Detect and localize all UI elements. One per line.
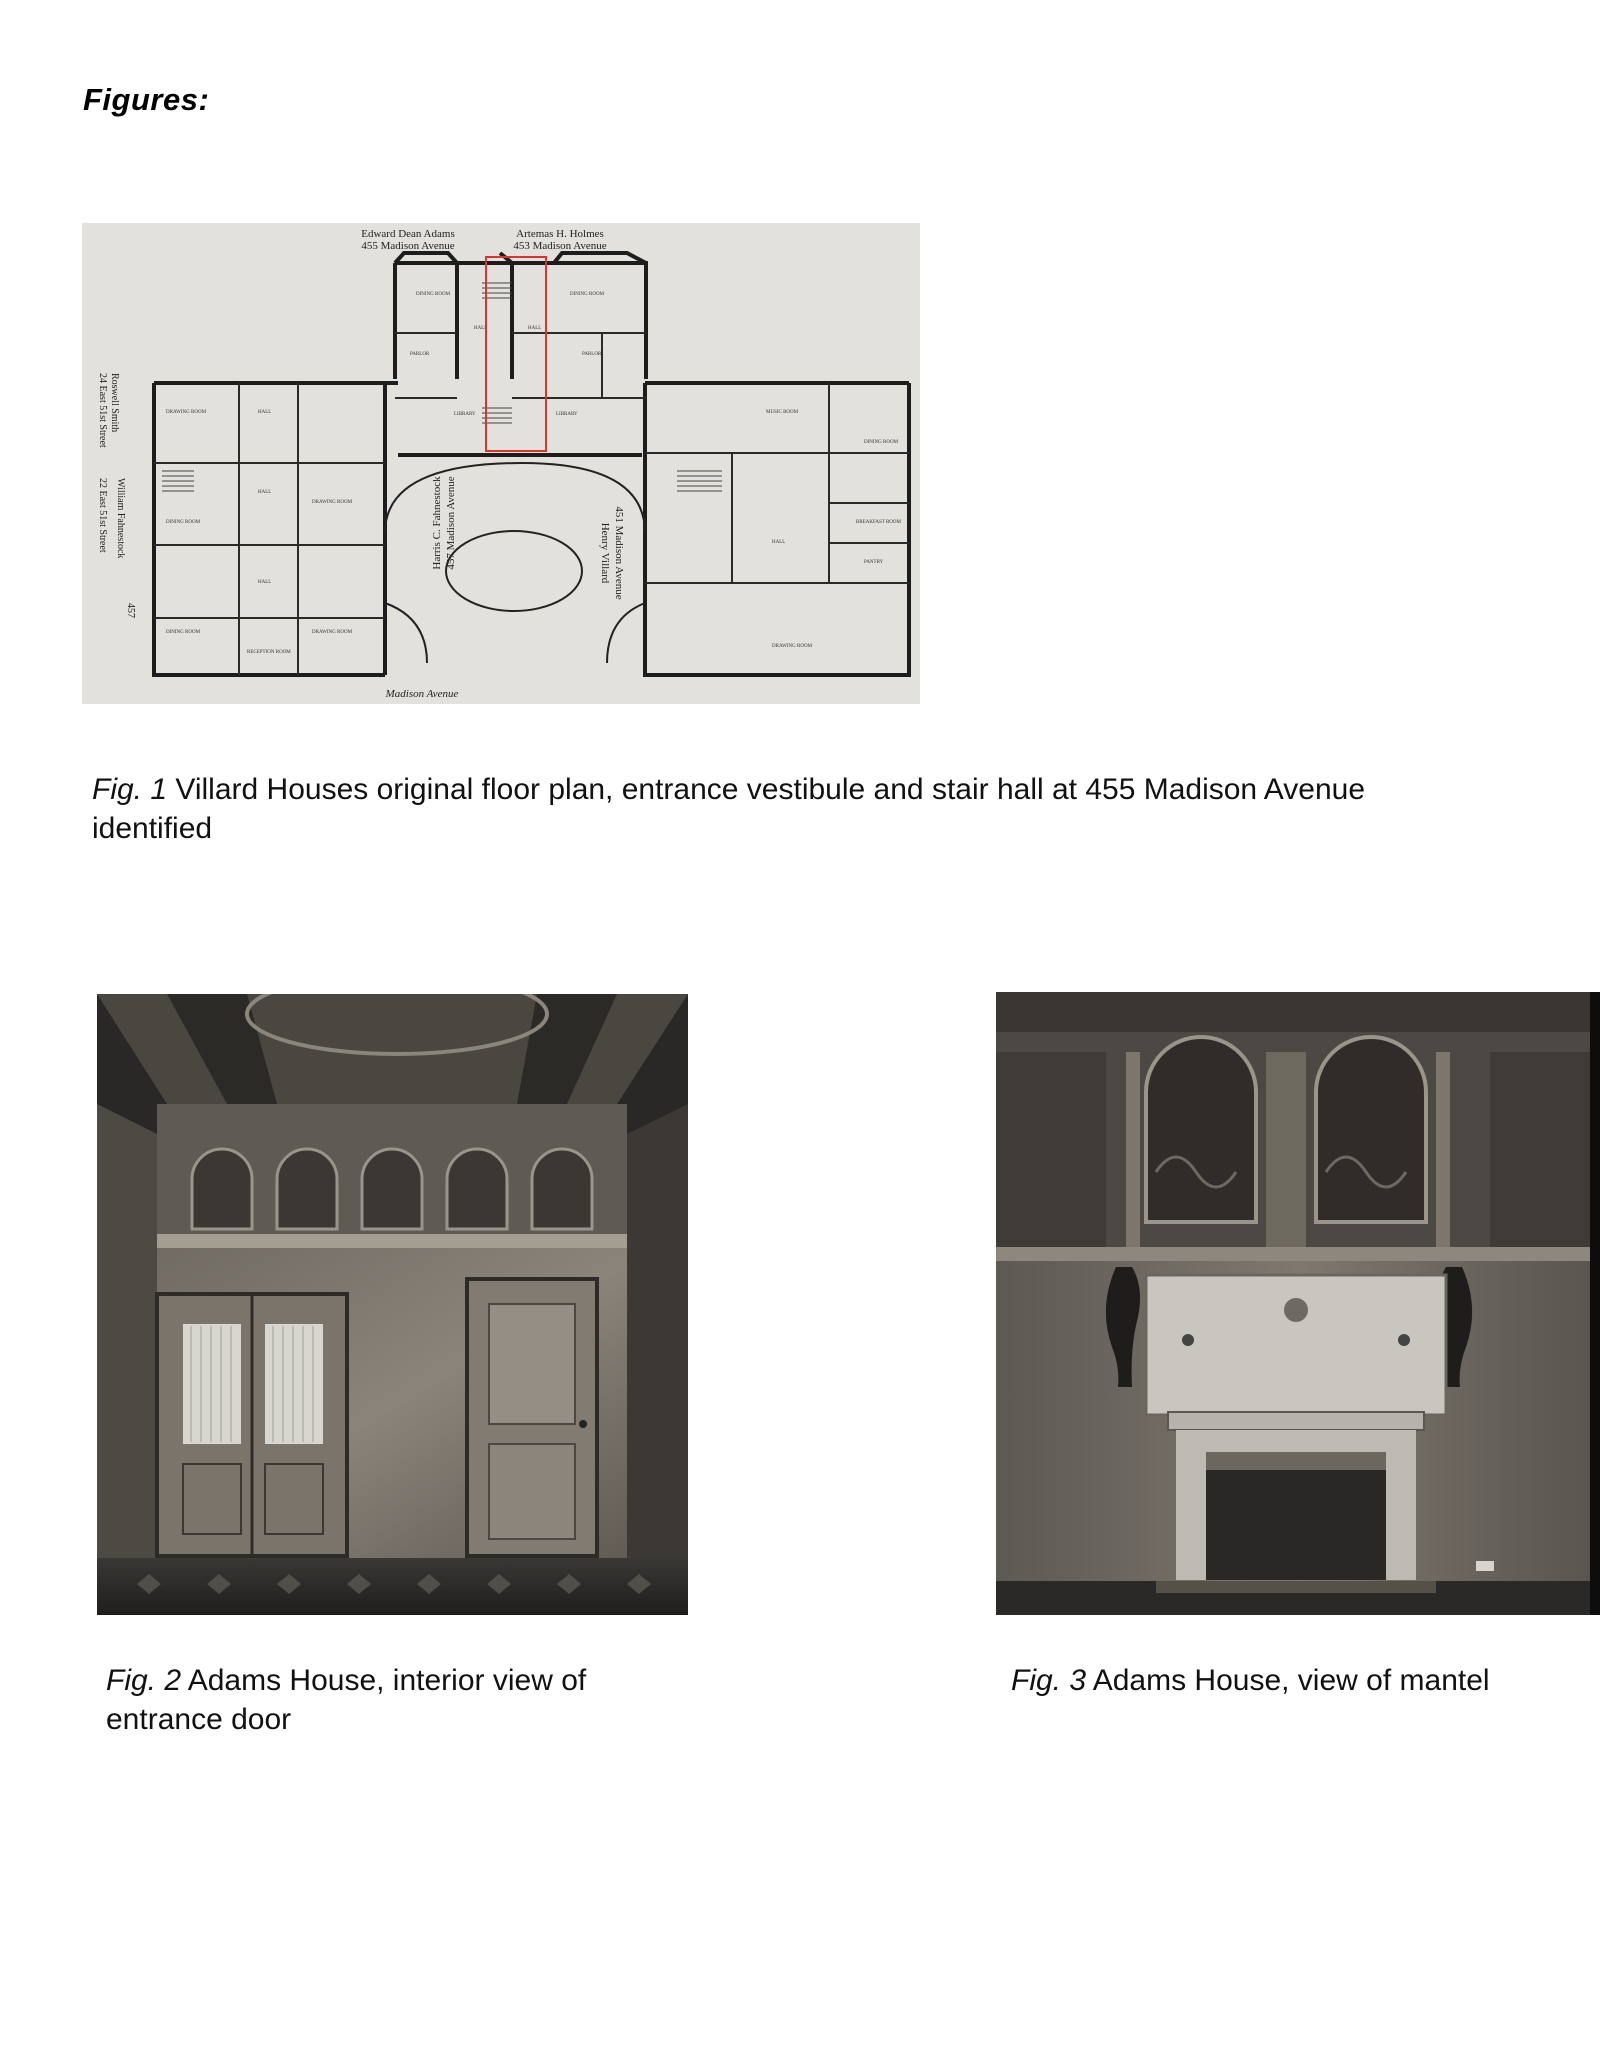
- svg-text:PANTRY: PANTRY: [864, 560, 884, 565]
- plan-label-fahnestock-name: William Fahnestock: [115, 478, 126, 559]
- svg-text:PARLOR: PARLOR: [410, 352, 430, 357]
- figure-2-caption-text: Adams House, interior view of entrance door: [106, 1664, 587, 1736]
- svg-text:DINING ROOM: DINING ROOM: [166, 630, 201, 635]
- svg-text:DINING ROOM: DINING ROOM: [570, 292, 605, 297]
- svg-text:HALL: HALL: [474, 326, 488, 331]
- figure-1-caption: [92, 770, 1472, 848]
- svg-text:HALL: HALL: [258, 490, 272, 495]
- mantel-photo: [996, 992, 1600, 1615]
- figure-2-label: Fig. 2: [106, 1664, 182, 1697]
- svg-text:DINING ROOM: DINING ROOM: [864, 440, 899, 445]
- figure-3-caption-text: Adams House, view of mantel: [1092, 1664, 1490, 1697]
- plan-label-holmes-address: 453 Madison Avenue: [513, 240, 607, 252]
- svg-text:LIBRARY: LIBRARY: [454, 412, 476, 417]
- plan-label-smith-address: 24 East 51st Street: [97, 373, 108, 448]
- plan-label-adams-address: 455 Madison Avenue: [361, 240, 455, 252]
- svg-text:PARLOR: PARLOR: [582, 352, 602, 357]
- svg-text:BREAKFAST ROOM: BREAKFAST ROOM: [856, 520, 901, 525]
- figure-2-caption: [106, 1661, 706, 1739]
- figure-3-caption: [1011, 1661, 1571, 1700]
- svg-text:DRAWING ROOM: DRAWING ROOM: [312, 500, 353, 505]
- svg-text:HALL: HALL: [528, 326, 542, 331]
- courtyard-label-fahnestock-name: Harris C. Fahnestock: [431, 476, 443, 570]
- plan-label-holmes-name: Artemas H. Holmes: [516, 228, 604, 240]
- svg-text:DRAWING ROOM: DRAWING ROOM: [166, 410, 207, 415]
- courtyard-label-villard-name: Henry Villard: [599, 522, 611, 584]
- floor-plan-image: [82, 223, 920, 704]
- figure-1-label: Fig. 1: [92, 773, 168, 806]
- svg-text:RECEPTION ROOM: RECEPTION ROOM: [247, 650, 291, 655]
- svg-text:DINING ROOM: DINING ROOM: [416, 292, 451, 297]
- street-label: Madison Avenue: [385, 688, 459, 700]
- figure-1-caption-text: Villard Houses original floor plan, entrance vestibule and stair hall at 455 Madison Avenue identified: [92, 773, 1366, 845]
- figure-3-label: Fig. 3: [1011, 1664, 1087, 1697]
- svg-text:DINING ROOM: DINING ROOM: [166, 520, 201, 525]
- svg-text:HALL: HALL: [258, 580, 272, 585]
- svg-text:HALL: HALL: [772, 540, 786, 545]
- svg-text:HALL: HALL: [258, 410, 272, 415]
- plan-label-fahnestock-address: 22 East 51st Street: [97, 478, 108, 553]
- entrance-door-photo: [97, 994, 688, 1615]
- svg-text:MUSIC ROOM: MUSIC ROOM: [766, 410, 799, 415]
- page-heading: Figures:: [83, 82, 210, 117]
- plan-side-number: 457: [125, 603, 136, 618]
- svg-text:DRAWING ROOM: DRAWING ROOM: [772, 644, 813, 649]
- courtyard-label-villard-address: 451 Madison Avenue: [613, 506, 625, 600]
- plan-label-smith-name: Roswell Smith: [109, 373, 120, 433]
- plan-label-adams-name: Edward Dean Adams: [361, 228, 455, 240]
- courtyard-label-fahnestock-address: 457 Madison Avenue: [445, 476, 457, 570]
- svg-text:DRAWING ROOM: DRAWING ROOM: [312, 630, 353, 635]
- svg-text:LIBRARY: LIBRARY: [556, 412, 578, 417]
